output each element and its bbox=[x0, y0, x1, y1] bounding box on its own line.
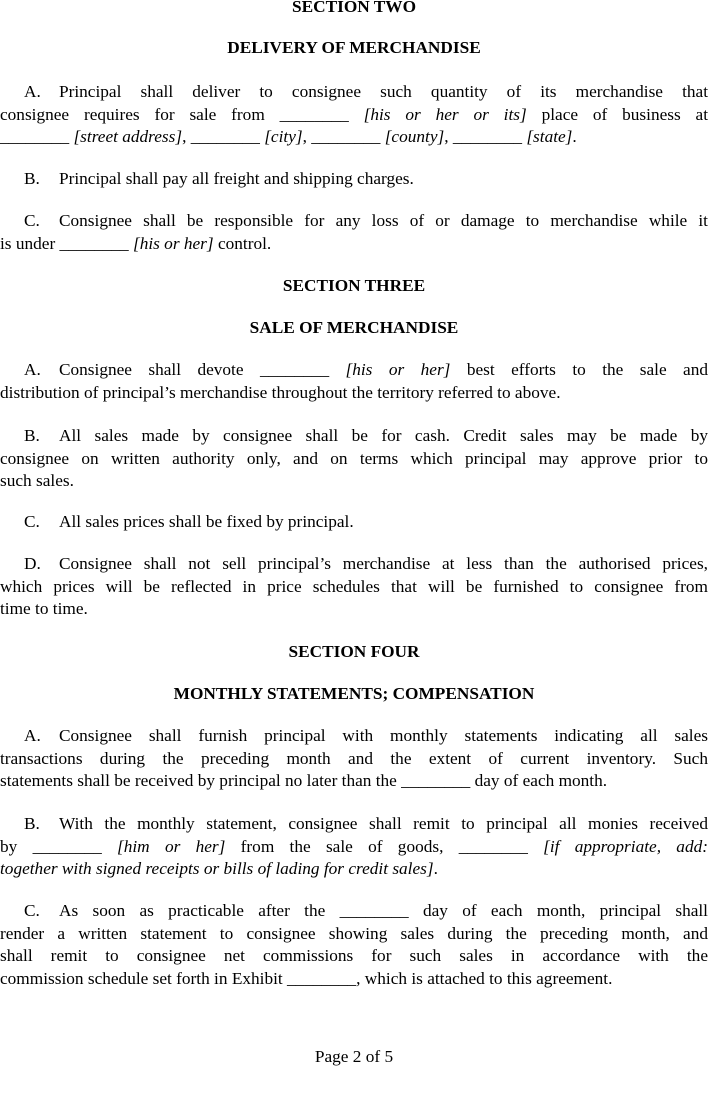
clause-line: commission schedule set forth in Exhibit ________, which is attached to this agreement. bbox=[0, 968, 708, 991]
clause-line: A. Principal shall deliver to consignee such quantity of its merchandise that bbox=[0, 81, 708, 104]
clause-line: A. Consignee shall furnish principal with monthly statements indicating all sales bbox=[0, 725, 708, 748]
clause-3a bbox=[0, 359, 708, 404]
clause-2a bbox=[0, 81, 708, 149]
placeholder-hint: together with signed receipts or bills of lading for credit sales] bbox=[0, 859, 434, 878]
placeholder-hint: [street address] bbox=[73, 127, 183, 146]
fill-in-blank: ________ bbox=[32, 836, 102, 856]
placeholder-hint: [county] bbox=[384, 127, 445, 146]
clause-3b bbox=[0, 425, 708, 493]
clause-label: D. bbox=[24, 554, 41, 573]
clause-line: consignee on written authority only, and on terms which principal may approve prior to bbox=[0, 448, 708, 468]
fill-in-blank: ________ bbox=[190, 127, 260, 146]
clause-line: ________ [street address], ________ [city], ________ [county], ________ [state]. bbox=[0, 126, 708, 149]
fill-in-blank: ________ bbox=[259, 360, 330, 379]
clause-line: C. All sales prices shall be fixed by principal. bbox=[0, 511, 708, 534]
clause-label: A. bbox=[24, 360, 41, 379]
clause-line: A. Consignee shall devote ________ [his or her] best efforts to the sale and bbox=[0, 359, 708, 382]
clause-line: distribution of principal’s merchandise throughout the territory referred to above. bbox=[0, 382, 561, 402]
clause-line: shall remit to consignee net commissions for such sales in accordance with the bbox=[0, 946, 708, 965]
clause-line: is under ________ [his or her] control. bbox=[0, 233, 708, 256]
fill-in-blank: ________ bbox=[0, 127, 70, 146]
clause-label: B. bbox=[24, 814, 40, 833]
fill-in-blank: ________ bbox=[287, 968, 357, 988]
clause-2b bbox=[0, 168, 708, 191]
clause-line: B. Principal shall pay all freight and shipping charges. bbox=[0, 168, 708, 191]
section-number-heading: SECTION FOUR bbox=[288, 642, 420, 661]
clause-line: consignee requires for sale from ________ [his or her or its] place of business at bbox=[0, 104, 708, 127]
clause-line: statements shall be received by principal no later than the ________ day of each month. bbox=[0, 770, 708, 793]
clause-line: C. As soon as practicable after the ________ day of each month, principal shall bbox=[0, 900, 708, 923]
clause-line: B. All sales made by consignee shall be for cash. Credit sales may be made by bbox=[0, 425, 708, 448]
clause-label: A. bbox=[24, 82, 41, 101]
placeholder-hint: [his or her] bbox=[345, 360, 451, 379]
fill-in-blank: ________ bbox=[279, 104, 349, 124]
placeholder-hint: [his or her] bbox=[132, 233, 214, 253]
clause-4a bbox=[0, 725, 708, 793]
clause-label: A. bbox=[24, 726, 41, 745]
placeholder-hint: [if appropriate, add: bbox=[543, 836, 708, 856]
fill-in-blank: ________ bbox=[452, 127, 522, 146]
placeholder-hint: [his or her or its] bbox=[363, 104, 527, 124]
clause-3c bbox=[0, 511, 708, 534]
clause-line: D. Consignee shall not sell principal’s merchandise at less than the authorised prices, bbox=[0, 553, 708, 576]
section-number-heading: SECTION THREE bbox=[282, 276, 426, 295]
placeholder-hint: [state] bbox=[526, 127, 573, 146]
placeholder-hint: [city] bbox=[264, 127, 303, 146]
clause-label: C. bbox=[24, 211, 40, 230]
fill-in-blank: ________ bbox=[311, 127, 381, 146]
clause-line: transactions during the preceding month and the extent of current inventory. Such bbox=[0, 748, 708, 768]
section-number-heading: SECTION TWO bbox=[291, 0, 417, 16]
clause-line: C. Consignee shall be responsible for any loss of or damage to merchandise while it bbox=[0, 210, 708, 233]
fill-in-blank: ________ bbox=[458, 836, 528, 856]
clause-line: render a written statement to consignee showing sales during the preceding month, and bbox=[0, 923, 708, 943]
clause-label: C. bbox=[24, 901, 40, 920]
clause-line: which prices will be reflected in price schedules that will be furnished to consignee from bbox=[0, 576, 708, 596]
clause-line: time to time. bbox=[0, 599, 88, 618]
clause-line: B. With the monthly statement, consignee shall remit to principal all monies received bbox=[0, 813, 708, 836]
fill-in-blank: ________ bbox=[59, 233, 129, 253]
fill-in-blank: ________ bbox=[401, 771, 471, 790]
clause-label: B. bbox=[24, 426, 40, 445]
clause-2c bbox=[0, 210, 708, 255]
clause-4b bbox=[0, 813, 708, 881]
clause-label: C. bbox=[24, 512, 40, 531]
clause-line: such sales. bbox=[0, 471, 74, 490]
section-title-heading: SALE OF MERCHANDISE bbox=[249, 318, 459, 337]
fill-in-blank: ________ bbox=[339, 901, 409, 920]
section-title-heading: DELIVERY OF MERCHANDISE bbox=[227, 38, 481, 57]
clause-line: together with signed receipts or bills of lading for credit sales]. bbox=[0, 859, 438, 878]
section-title-heading: MONTHLY STATEMENTS; COMPENSATION bbox=[173, 684, 535, 703]
page-indicator: Page 2 of 5 bbox=[314, 1047, 394, 1066]
clause-4c bbox=[0, 900, 708, 990]
placeholder-hint: [him or her] bbox=[117, 836, 226, 856]
clause-line: by ________ [him or her] from the sale of goods, ________ [if appropriate, add: bbox=[0, 836, 708, 859]
clause-3d bbox=[0, 553, 708, 621]
clause-label: B. bbox=[24, 169, 40, 188]
